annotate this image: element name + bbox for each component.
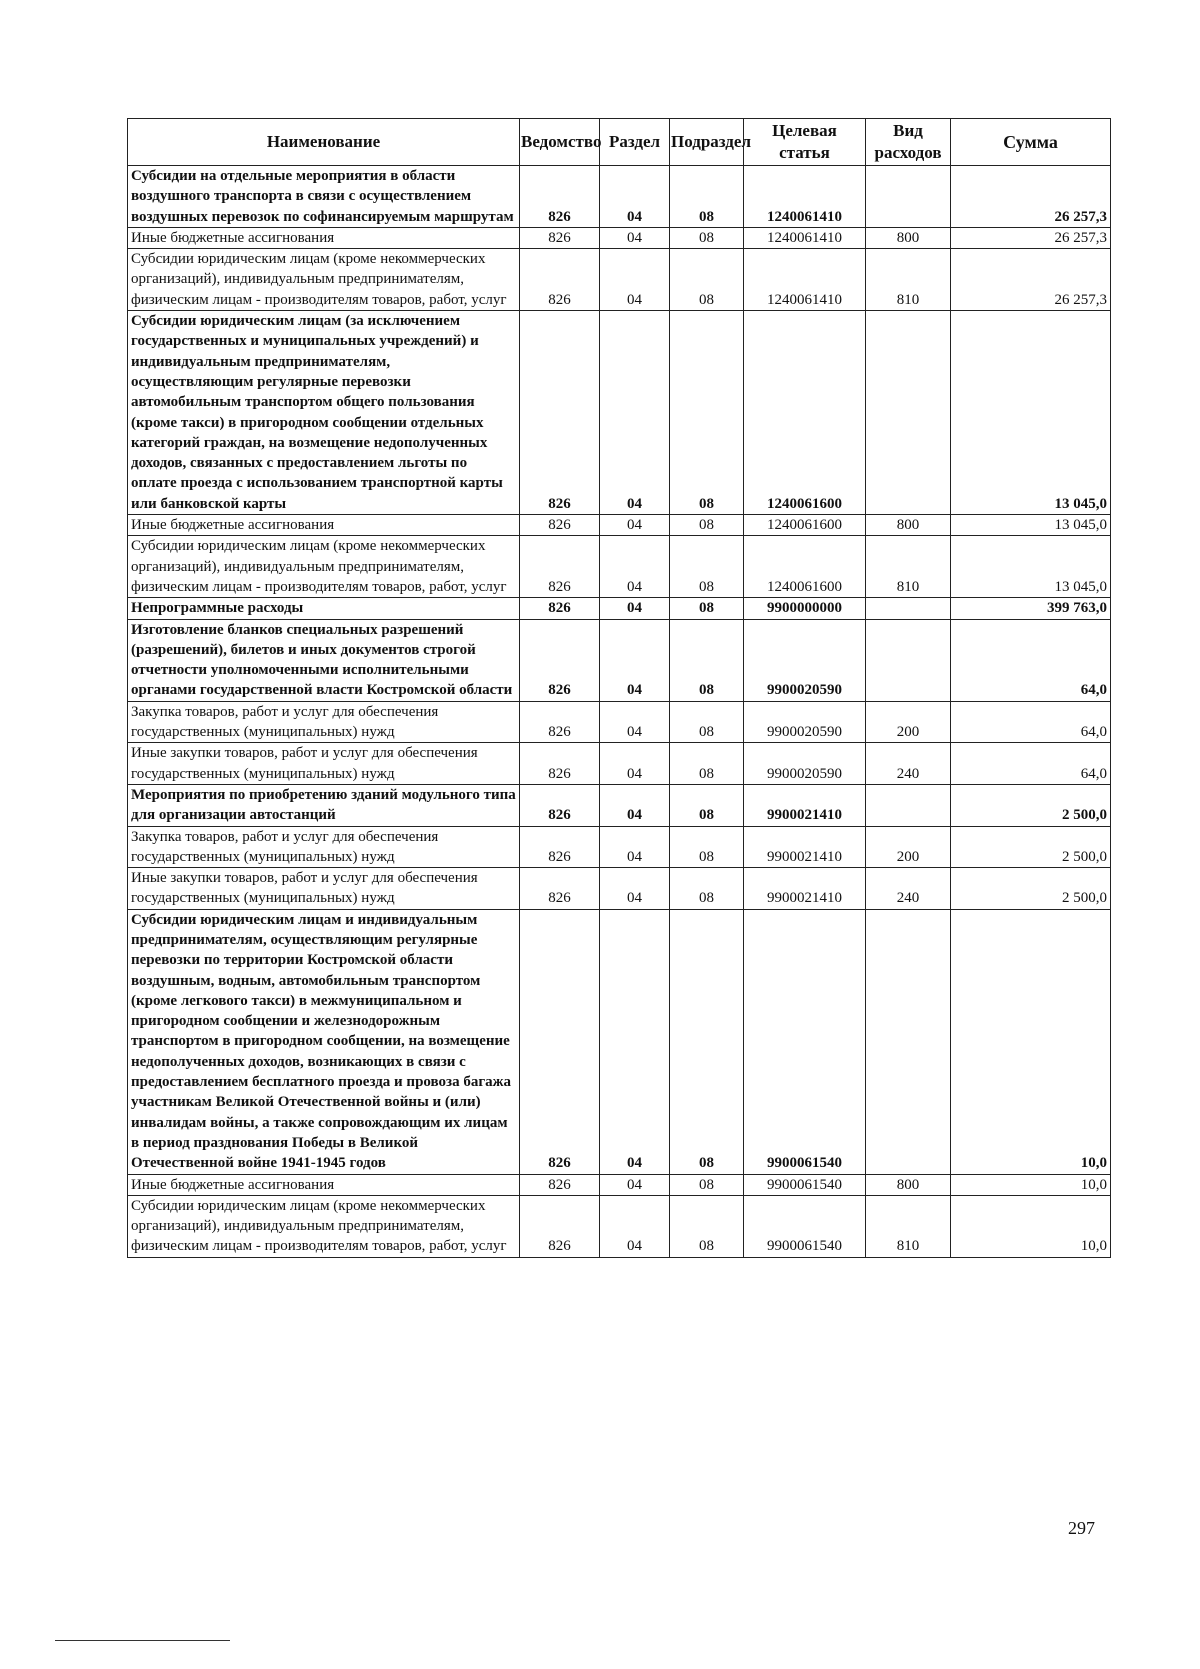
cell-section: 04 [600, 166, 670, 228]
cell-target: 9900020590 [744, 619, 866, 701]
cell-name: Иные закупки товаров, работ и услуг для обеспечения государственных (муниципальных) нужд [128, 743, 520, 785]
cell-dept: 826 [520, 1174, 600, 1195]
cell-subsection: 08 [670, 536, 744, 598]
table-row [128, 743, 1111, 785]
table-row [128, 619, 1111, 701]
table-row [128, 826, 1111, 868]
cell-target: 9900061540 [744, 1174, 866, 1195]
table-row [128, 1174, 1111, 1195]
table-row [128, 598, 1111, 619]
cell-kind: 200 [866, 826, 951, 868]
cell-name: Субсидии юридическим лицам (кроме некоммерческих организаций), индивидуальным предпринимателям, физическим лицам - производителям товаров, работ, услуг [128, 536, 520, 598]
cell-target: 9900021410 [744, 826, 866, 868]
cell-kind: 200 [866, 701, 951, 743]
budget-table [127, 118, 1111, 1258]
cell-kind: 240 [866, 743, 951, 785]
cell-sum: 64,0 [951, 701, 1111, 743]
cell-sum: 2 500,0 [951, 868, 1111, 910]
footnote-rule [55, 1640, 230, 1641]
cell-kind: 800 [866, 515, 951, 536]
cell-dept: 826 [520, 536, 600, 598]
cell-kind [866, 598, 951, 619]
cell-sum: 13 045,0 [951, 536, 1111, 598]
cell-sum: 2 500,0 [951, 826, 1111, 868]
cell-subsection: 08 [670, 1174, 744, 1195]
cell-section: 04 [600, 311, 670, 515]
table-row [128, 515, 1111, 536]
cell-section: 04 [600, 909, 670, 1174]
cell-name: Субсидии юридическим лицам (за исключением государственных и муниципальных учреждений) и индивидуальным предпринимателям, осуществляющим регулярные перевозки автомобильным транспортом общего пользования (кроме такси) в пригородном сообщении отдельных категорий граждан, на возмещение недополученных доходов, связанных с предоставлением льготы по оплате проезда с использованием транспортной карты или банковской карты [128, 311, 520, 515]
cell-dept: 826 [520, 619, 600, 701]
cell-dept: 826 [520, 515, 600, 536]
table-row [128, 868, 1111, 910]
cell-section: 04 [600, 784, 670, 826]
cell-subsection: 08 [670, 166, 744, 228]
cell-section: 04 [600, 598, 670, 619]
cell-dept: 826 [520, 701, 600, 743]
cell-dept: 826 [520, 1195, 600, 1257]
cell-dept: 826 [520, 909, 600, 1174]
cell-subsection: 08 [670, 784, 744, 826]
table-row [128, 701, 1111, 743]
header-kind: Вид расходов [866, 119, 951, 166]
cell-name: Непрограммные расходы [128, 598, 520, 619]
cell-sum: 64,0 [951, 743, 1111, 785]
table-body [128, 166, 1111, 1258]
cell-subsection: 08 [670, 619, 744, 701]
cell-sum: 26 257,3 [951, 249, 1111, 311]
cell-dept: 826 [520, 249, 600, 311]
cell-subsection: 08 [670, 701, 744, 743]
cell-subsection: 08 [670, 227, 744, 248]
header-dept: Ведомство [520, 119, 600, 166]
cell-kind: 810 [866, 249, 951, 311]
cell-section: 04 [600, 249, 670, 311]
cell-sum: 10,0 [951, 1174, 1111, 1195]
cell-kind: 800 [866, 1174, 951, 1195]
cell-sum: 10,0 [951, 909, 1111, 1174]
cell-section: 04 [600, 701, 670, 743]
cell-kind: 810 [866, 1195, 951, 1257]
cell-section: 04 [600, 515, 670, 536]
cell-target: 9900020590 [744, 701, 866, 743]
cell-target: 9900021410 [744, 868, 866, 910]
cell-target: 1240061410 [744, 249, 866, 311]
cell-section: 04 [600, 1195, 670, 1257]
cell-target: 9900000000 [744, 598, 866, 619]
cell-subsection: 08 [670, 1195, 744, 1257]
cell-subsection: 08 [670, 249, 744, 311]
cell-dept: 826 [520, 868, 600, 910]
cell-subsection: 08 [670, 826, 744, 868]
cell-name: Закупка товаров, работ и услуг для обеспечения государственных (муниципальных) нужд [128, 826, 520, 868]
header-target: Целевая статья [744, 119, 866, 166]
cell-section: 04 [600, 1174, 670, 1195]
cell-kind [866, 619, 951, 701]
cell-name: Субсидии на отдельные мероприятия в области воздушного транспорта в связи с осуществлением воздушных перевозок по софинансируемым маршрутам [128, 166, 520, 228]
cell-dept: 826 [520, 166, 600, 228]
table-row [128, 536, 1111, 598]
cell-subsection: 08 [670, 868, 744, 910]
cell-sum: 26 257,3 [951, 227, 1111, 248]
cell-dept: 826 [520, 311, 600, 515]
cell-sum: 64,0 [951, 619, 1111, 701]
table-row [128, 1195, 1111, 1257]
cell-name: Мероприятия по приобретению зданий модульного типа для организации автостанций [128, 784, 520, 826]
cell-section: 04 [600, 227, 670, 248]
cell-name: Иные бюджетные ассигнования [128, 1174, 520, 1195]
cell-section: 04 [600, 536, 670, 598]
cell-dept: 826 [520, 598, 600, 619]
cell-kind: 800 [866, 227, 951, 248]
cell-target: 9900061540 [744, 909, 866, 1174]
cell-section: 04 [600, 868, 670, 910]
cell-name: Иные закупки товаров, работ и услуг для обеспечения государственных (муниципальных) нужд [128, 868, 520, 910]
table-row [128, 784, 1111, 826]
cell-sum: 13 045,0 [951, 311, 1111, 515]
cell-kind [866, 909, 951, 1174]
cell-kind: 810 [866, 536, 951, 598]
header-subsection: Подраздел [670, 119, 744, 166]
cell-target: 9900061540 [744, 1195, 866, 1257]
page-number: 297 [1068, 1518, 1095, 1538]
cell-name: Иные бюджетные ассигнования [128, 515, 520, 536]
table-row [128, 909, 1111, 1174]
header-row [128, 119, 1111, 166]
cell-target: 1240061410 [744, 166, 866, 228]
cell-dept: 826 [520, 743, 600, 785]
cell-subsection: 08 [670, 909, 744, 1174]
cell-section: 04 [600, 743, 670, 785]
cell-sum: 10,0 [951, 1195, 1111, 1257]
cell-target: 1240061600 [744, 515, 866, 536]
cell-name: Иные бюджетные ассигнования [128, 227, 520, 248]
cell-section: 04 [600, 826, 670, 868]
cell-sum: 2 500,0 [951, 784, 1111, 826]
cell-target: 9900020590 [744, 743, 866, 785]
cell-sum: 399 763,0 [951, 598, 1111, 619]
table-row [128, 311, 1111, 515]
header-name: Наименование [128, 119, 520, 166]
cell-name: Закупка товаров, работ и услуг для обеспечения государственных (муниципальных) нужд [128, 701, 520, 743]
cell-kind [866, 784, 951, 826]
header-section: Раздел [600, 119, 670, 166]
cell-subsection: 08 [670, 598, 744, 619]
cell-dept: 826 [520, 227, 600, 248]
cell-target: 9900021410 [744, 784, 866, 826]
cell-name: Субсидии юридическим лицам (кроме некоммерческих организаций), индивидуальным предпринимателям, физическим лицам - производителям товаров, работ, услуг [128, 1195, 520, 1257]
cell-target: 1240061600 [744, 311, 866, 515]
table-row [128, 166, 1111, 228]
cell-sum: 13 045,0 [951, 515, 1111, 536]
cell-sum: 26 257,3 [951, 166, 1111, 228]
cell-subsection: 08 [670, 311, 744, 515]
cell-name: Субсидии юридическим лицам и индивидуальным предпринимателям, осуществляющим регулярные перевозки по территории Костромской области воздушным, водным, автомобильным транспортом (кроме легкового такси) в межмуниципальном и пригородном сообщении и железнодорожным транспортом в пригородном сообщении, на возмещение недополученных доходов, возникающих в связи с предоставлением бесплатного проезда и провоза багажа участникам Великой Отечественной войны и (или) инвалидам войны, а также сопровождающим их лицам в период празднования Победы в Великой Отечественной войне 1941-1945 годов [128, 909, 520, 1174]
cell-kind: 240 [866, 868, 951, 910]
cell-kind [866, 166, 951, 228]
cell-section: 04 [600, 619, 670, 701]
cell-kind [866, 311, 951, 515]
cell-dept: 826 [520, 784, 600, 826]
header-sum: Сумма [951, 119, 1111, 166]
cell-target: 1240061600 [744, 536, 866, 598]
table-row [128, 249, 1111, 311]
cell-subsection: 08 [670, 515, 744, 536]
cell-subsection: 08 [670, 743, 744, 785]
cell-name: Изготовление бланков специальных разрешений (разрешений), билетов и иных документов строгой отчетности уполномоченными исполнительными органами государственной власти Костромской области [128, 619, 520, 701]
table-row [128, 227, 1111, 248]
cell-name: Субсидии юридическим лицам (кроме некоммерческих организаций), индивидуальным предпринимателям, физическим лицам - производителям товаров, работ, услуг [128, 249, 520, 311]
cell-target: 1240061410 [744, 227, 866, 248]
cell-dept: 826 [520, 826, 600, 868]
